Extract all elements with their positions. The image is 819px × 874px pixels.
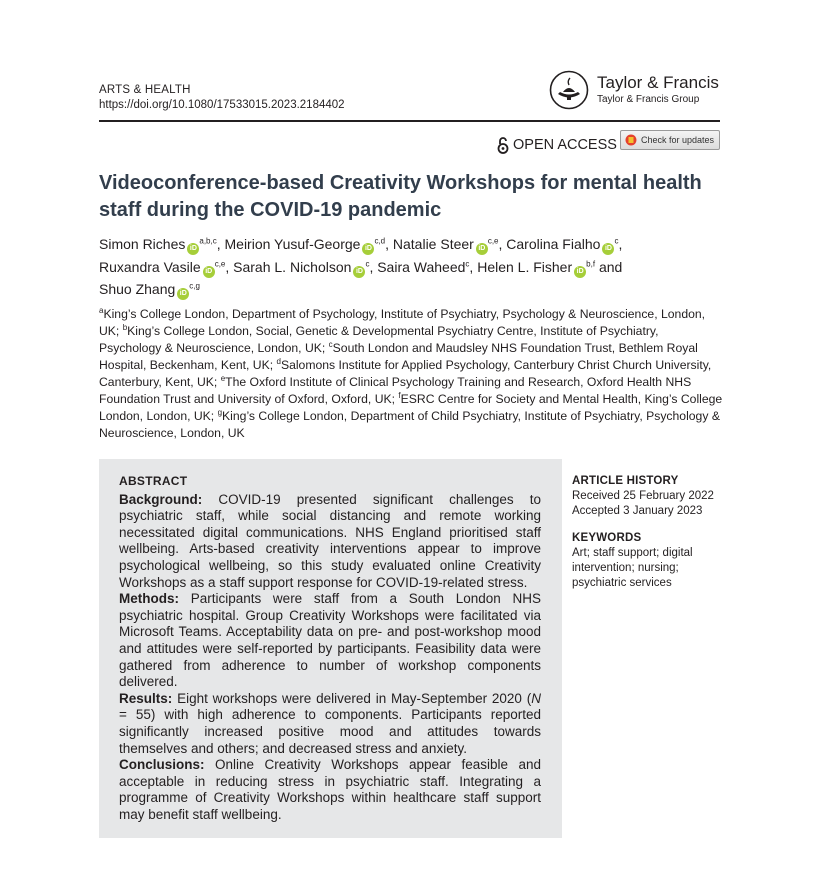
affiliation-text: ESRC Centre for Society and Mental Health, King’s College London, London, UK; bbox=[99, 392, 723, 423]
author-affiliation-sup: c,e bbox=[487, 236, 499, 246]
author-affiliation-sup: c bbox=[465, 258, 470, 268]
affiliation-text: King’s College London, Department of Psychology, Institute of Psychiatry, Psychology & Neuroscience, London, UK; bbox=[99, 307, 706, 338]
open-access-badge bbox=[497, 135, 617, 155]
crossmark-icon bbox=[625, 134, 637, 146]
author-list: Simon Riches iD$^{a,b,c}$, Meirion Yusuf-George iD$^{c,d}$, Natalie Steer iD$^{c,e}$, Carolina Fialho $iD^c$, Ruxandra Vasile iD$^{c,e}$, Sarah L. Nicholson $iD^c$, Saira Waheed$^c$, Helen L. Fisher iD$^{b,f}$ and Shuo Zhang iD$^{c,g}$ bbox=[99, 233, 724, 301]
author-name: Ruxandra Vasile bbox=[99, 258, 201, 275]
affiliation-text: King’s College London, Social, Genetic & Developmental Psychiatry Centre, Institute of Psychiatry, Psychology & Neuroscience, London, UK; bbox=[99, 324, 659, 355]
author-name: Meirion Yusuf-George bbox=[224, 236, 361, 252]
author-entry[interactable] bbox=[393, 236, 499, 252]
author-entry[interactable] bbox=[233, 259, 369, 275]
affiliation-sup: d bbox=[276, 356, 281, 366]
author-name: Sarah L. Nicholson bbox=[233, 258, 352, 275]
check-for-updates-label: Check for updates bbox=[641, 135, 715, 145]
author-name: Helen L. Fisher bbox=[477, 258, 573, 275]
received-date: Received 25 February 2022 bbox=[572, 490, 714, 502]
publisher-logo[interactable] bbox=[549, 70, 724, 114]
orcid-icon[interactable]: iD bbox=[574, 266, 586, 278]
affiliation-text: King’s College London, Department of Child Psychiatry, Institute of Psychiatry, Psychology & Neuroscience, London, UK bbox=[99, 409, 720, 440]
conclusions-label: Conclusions: bbox=[119, 757, 205, 773]
background-text: COVID-19 presented significant challenges to psychiatric staff, while social distancing and remote working necessitated digital communications. NHS England prioritised staff wellbeing. Arts-based creativity interventions appear to improve psychological wellbeing, so this study evaluated online Creativity Workshops as a staff support response for COVID-19-related stress. bbox=[119, 491, 541, 590]
author-affiliation-sup: a,b,c bbox=[199, 236, 217, 246]
accepted-date: Accepted 3 January 2023 bbox=[572, 505, 703, 517]
author-entry[interactable] bbox=[506, 236, 618, 252]
keywords-block bbox=[572, 531, 722, 591]
header-rule bbox=[99, 120, 720, 122]
results-n: N bbox=[531, 690, 541, 706]
keywords-text: Art; staff support; digital intervention; nursing; psychiatric services bbox=[572, 547, 693, 589]
affiliation-text: Salomons Institute for Applied Psychology, Canterbury Christ Church University, Canterbury, Kent, UK; bbox=[99, 358, 712, 389]
author-entry[interactable] bbox=[99, 259, 225, 275]
publisher-lamp-logo-icon bbox=[549, 70, 589, 110]
affiliation-text: The Oxford Institute of Clinical Psychology Training and Research, Oxford Health NHS Foundation Trust and University of Oxford, Oxford, UK; bbox=[99, 375, 692, 406]
author-entry[interactable] bbox=[225, 236, 386, 252]
keywords-heading: KEYWORDS bbox=[572, 532, 642, 544]
affiliation-sup: c bbox=[328, 339, 333, 349]
publisher-group: Taylor & Francis Group bbox=[597, 94, 700, 105]
author-affiliation-sup: c bbox=[365, 258, 370, 268]
conclusions-text: Online Creativity Workshops appear feasible and acceptable in reducing stress in psychiatric staff. Integrating a programme of Creativity Workshops within healthcare staff support may benefit staff wellbeing. bbox=[119, 757, 541, 822]
affiliation-text: South London and Maudsley NHS Foundation Trust, Bethlem Royal Hospital, Beckenham, Kent, UK; bbox=[99, 341, 698, 372]
affiliation-sup: a bbox=[99, 305, 104, 315]
publisher-name: Taylor & Francis bbox=[597, 73, 719, 92]
author-entry[interactable] bbox=[99, 281, 200, 297]
affiliation-sup: e bbox=[220, 373, 226, 383]
author-entry[interactable] bbox=[477, 259, 595, 275]
results-text-2: = 55) with high adherence to components. Participants reported significantly increased positive mood and attitudes towards themselves and others; and decreased stress and anxiety. bbox=[119, 707, 541, 756]
results-label: Results: bbox=[119, 690, 173, 706]
author-affiliation-sup: b,f bbox=[586, 258, 596, 268]
article-history-heading: ARTICLE HISTORY bbox=[572, 475, 679, 487]
orcid-icon[interactable]: iD bbox=[187, 243, 199, 255]
methods-label: Methods: bbox=[119, 591, 179, 607]
affiliation-sup: f bbox=[398, 390, 401, 400]
orcid-icon[interactable]: iD bbox=[353, 266, 365, 278]
article-sidebar bbox=[572, 474, 722, 591]
author-affiliation-sup: c,e bbox=[214, 258, 226, 268]
author-conjunction: and bbox=[598, 258, 623, 275]
abstract-conclusions bbox=[119, 757, 541, 823]
doi-link[interactable]: https://doi.org/10.1080/17533015.2023.2184402 bbox=[99, 99, 345, 111]
author-name: Carolina Fialho bbox=[506, 236, 601, 252]
orcid-icon[interactable]: iD bbox=[476, 243, 488, 255]
author-name: Natalie Steer bbox=[392, 236, 474, 252]
abstract-results bbox=[119, 691, 541, 757]
author-entry[interactable] bbox=[99, 236, 217, 252]
affiliation-sup: b bbox=[122, 322, 128, 332]
author-affiliation-sup: c,g bbox=[189, 281, 200, 291]
orcid-icon[interactable]: iD bbox=[362, 243, 374, 255]
open-lock-icon bbox=[497, 136, 509, 154]
background-label: Background: bbox=[119, 491, 203, 507]
orcid-icon[interactable]: iD bbox=[602, 243, 614, 255]
methods-text: Participants were staff from a South London NHS psychiatric hospital. Group Creativity Workshops were facilitated via Microsoft Teams. Acceptability data on pre- and post-workshop mood and attitudes were self-reported by participants. Feasibility data were gathered from adherence to number of workshop components delivered. bbox=[119, 591, 541, 690]
abstract-background bbox=[119, 492, 541, 592]
affiliation-sup: g bbox=[217, 407, 223, 417]
affiliations bbox=[99, 306, 723, 442]
author-entry[interactable] bbox=[377, 259, 469, 275]
author-affiliation-sup: c bbox=[614, 236, 619, 246]
results-text-1: Eight workshops were delivered in May-September 2020 ( bbox=[172, 690, 532, 706]
author-name: Saira Waheed bbox=[377, 258, 466, 275]
open-access-label: OPEN ACCESS bbox=[513, 137, 617, 153]
orcid-icon[interactable]: iD bbox=[177, 288, 189, 300]
check-for-updates-button[interactable] bbox=[620, 130, 720, 150]
abstract-heading: ABSTRACT bbox=[119, 474, 188, 488]
article-title: Videoconference-based Creativity Workshops for mental health staff during the COVID-19 pandemic bbox=[99, 172, 702, 221]
abstract-methods bbox=[119, 591, 541, 691]
journal-name: ARTS & HEALTH bbox=[99, 84, 191, 96]
author-name: Shuo Zhang bbox=[99, 281, 176, 297]
author-affiliation-sup: c,d bbox=[374, 236, 386, 246]
author-name: Simon Riches bbox=[99, 236, 186, 252]
abstract-box bbox=[99, 459, 562, 838]
orcid-icon[interactable]: iD bbox=[203, 266, 215, 278]
